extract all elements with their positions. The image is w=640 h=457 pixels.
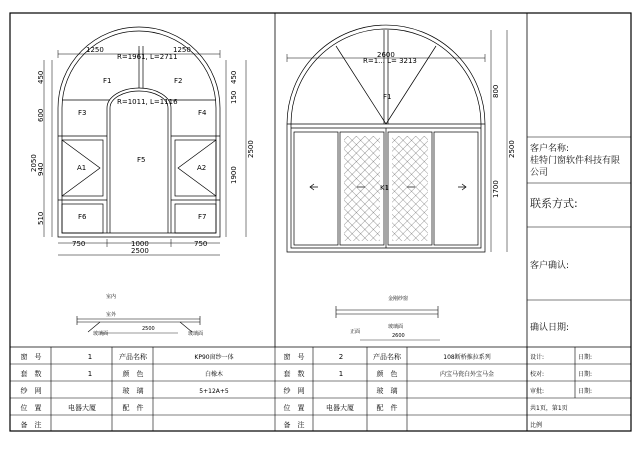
- cell-r2-c1: 套 数: [20, 370, 42, 378]
- cell-r5-c9: 比例: [530, 422, 543, 429]
- dim-left-2050: 2050: [30, 154, 38, 172]
- panel-f7-label: F7: [198, 213, 207, 221]
- arc2-label: R=1... L= 3213: [363, 57, 417, 65]
- cell-r2-c9: 校对:: [530, 371, 545, 378]
- cell-r5-c5: 备 注: [283, 421, 305, 429]
- cell-r2-c7: 颜 色: [376, 370, 398, 378]
- cell-r2-c2: 1: [87, 370, 93, 378]
- panel-a1-label: A1: [77, 164, 87, 172]
- section2-width: 2600: [392, 333, 405, 339]
- cell-r3-c1: 纱 网: [20, 387, 42, 395]
- panel-f2-label: F2: [174, 77, 183, 85]
- panel-f5-label: F5: [137, 156, 146, 164]
- dim2-right-2500: 2500: [508, 140, 516, 158]
- section2-screen: 金刚纱窗: [388, 296, 409, 302]
- dim2-right-800: 800: [492, 84, 500, 98]
- cell-r5-c1: 备 注: [20, 421, 42, 429]
- section1-glass-right: 玻璃面: [188, 331, 204, 337]
- cell-r3-c4: 5+12A+5: [199, 388, 229, 395]
- dim-bottom-left: 750: [72, 240, 86, 248]
- dim-left-510: 510: [37, 211, 45, 225]
- screen-mesh-right: [392, 136, 428, 241]
- cell-r1-c3: 产品名称: [119, 353, 147, 361]
- confirm-date-label: 确认日期:: [530, 323, 570, 333]
- panel-f4-label: F4: [198, 109, 207, 117]
- cell-r3-c5: 纱 网: [283, 387, 305, 395]
- panel-f3-label: F3: [78, 109, 87, 117]
- cell-r4-c6: 电器大厦: [326, 404, 354, 412]
- section2-glass: 玻璃面: [388, 324, 404, 330]
- cell-r1-c4: KP90窗纱一体: [194, 354, 234, 361]
- title-block-text: [21, 352, 593, 429]
- cell-r1-c10: 日期:: [578, 354, 593, 361]
- panel-a2-label: A2: [197, 164, 207, 172]
- cell-r1-c2: 1: [87, 353, 93, 361]
- customer-label: 客户名称:: [530, 144, 570, 154]
- dim2-top: 2600: [377, 51, 395, 59]
- cell-r4-c7: 配 件: [376, 404, 398, 412]
- cell-r3-c3: 玻 璃: [122, 387, 144, 395]
- customer-block: [530, 143, 628, 179]
- cell-r4-c9: 共1页，第1页: [530, 405, 568, 412]
- section1-width: 2500: [142, 326, 155, 332]
- cell-r3-c10: 日期:: [578, 388, 593, 395]
- confirm-label: 客户确认:: [530, 261, 570, 271]
- dim-right-1900: 1900: [230, 166, 238, 184]
- dim-left-940: 940: [37, 162, 45, 176]
- arc-inner-label: R=1011, L=1116: [117, 98, 178, 106]
- dim-top-right: 1250: [173, 46, 191, 54]
- panel2-f1-label: F1: [383, 93, 392, 101]
- cell-r1-c5: 窗 号: [283, 353, 305, 361]
- panel2-k1-label: K1: [380, 184, 390, 192]
- cell-r1-c7: 产品名称: [373, 353, 401, 361]
- cell-r4-c3: 配 件: [122, 404, 144, 412]
- cell-r2-c5: 套 数: [283, 370, 305, 378]
- cell-r4-c1: 位 置: [20, 404, 42, 412]
- dim-bottom-right: 750: [194, 240, 208, 248]
- dim2-right-1700: 1700: [492, 180, 500, 198]
- cell-r2-c10: 日期:: [578, 371, 593, 378]
- dim-bottom-total: 2500: [131, 247, 149, 255]
- cell-r3-c7: 玻 璃: [376, 387, 398, 395]
- dim-right-2500: 2500: [247, 140, 255, 158]
- dim-left-600: 600: [37, 108, 45, 122]
- cell-r1-c6: 2: [338, 353, 344, 361]
- dim-right-150: 150: [230, 90, 238, 104]
- dim-left-450: 450: [37, 70, 45, 84]
- cell-r2-c3: 颜 色: [122, 370, 144, 378]
- cell-r3-c9: 审批:: [530, 388, 545, 395]
- section2-inside: 正面: [350, 329, 361, 335]
- section1-outside: 室外: [106, 312, 117, 318]
- cell-r1-c1: 窗 号: [20, 353, 42, 361]
- arc-outer-label: R=1961, L=2711: [117, 53, 178, 61]
- cell-r1-c8: 108断桥推拉系列: [443, 354, 491, 361]
- cell-r4-c5: 位 置: [283, 404, 305, 412]
- section1-glass-left: 玻璃面: [93, 331, 109, 337]
- panel-f1-label: F1: [103, 77, 112, 85]
- dim-top-left: 1250: [86, 46, 104, 54]
- dim-right-450: 450: [230, 70, 238, 84]
- panel-f6-label: F6: [78, 213, 87, 221]
- cell-r2-c4: 白橡木: [204, 371, 224, 378]
- screen-mesh-left: [344, 136, 380, 241]
- cell-r4-c2: 电器大厦: [68, 404, 96, 412]
- cell-r2-c8: 内宝马瓷白外宝马金: [439, 371, 495, 378]
- customer-name: 桂特门窗软件科技有限公司: [530, 156, 621, 178]
- cell-r1-c9: 设计:: [530, 354, 545, 361]
- section1-inside: 室内: [106, 294, 117, 300]
- cell-r2-c6: 1: [338, 370, 344, 378]
- contact-label: 联系方式:: [530, 197, 578, 210]
- dim-bottom-mid: 1000: [131, 240, 149, 248]
